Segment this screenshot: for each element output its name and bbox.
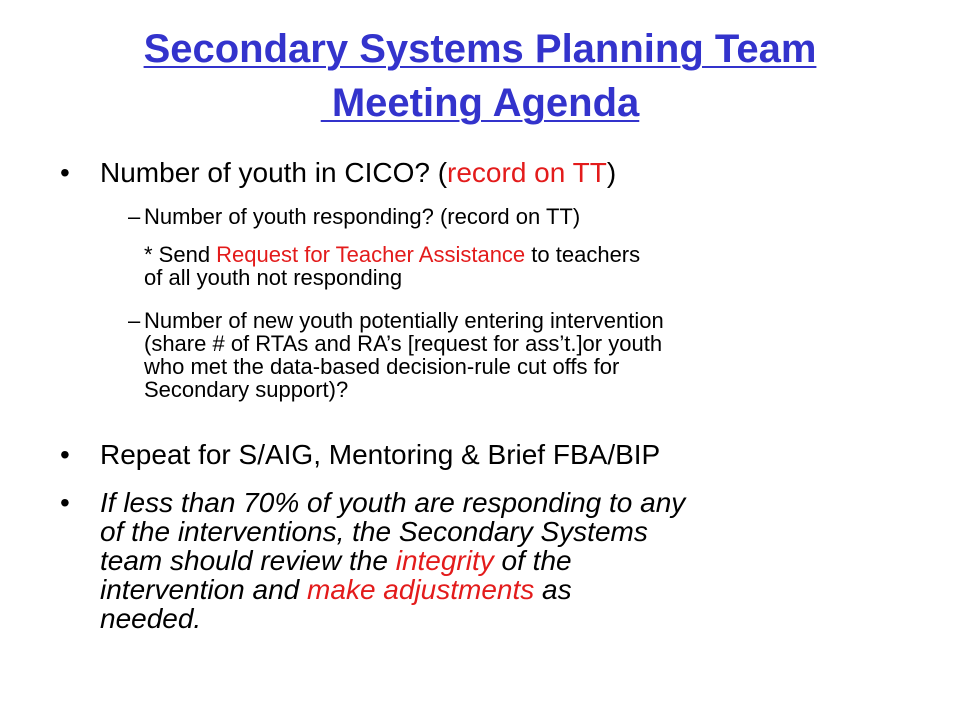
bullet-marker: • <box>60 439 70 470</box>
dash-marker: – <box>128 308 141 333</box>
highlight-text: make adjustments <box>307 574 535 605</box>
text-line <box>100 546 910 575</box>
note-line-2: of all youth not responding <box>144 265 403 290</box>
sub-item-line: (share # of RTAs and RA’s [request for ass’t.]or youth <box>144 331 663 356</box>
title-line-2: Meeting Agenda <box>320 81 640 125</box>
text-segment: team should review the <box>100 545 396 576</box>
bullet-marker: • <box>60 487 70 518</box>
agenda-item-text: Repeat for S/AIG, Mentoring & Brief FBA/BIP <box>100 439 661 470</box>
text-line <box>100 575 910 604</box>
sub-item-line: Number of new youth potentially entering intervention <box>144 308 664 333</box>
bullet-marker: • <box>60 157 70 188</box>
agenda-item-text <box>100 158 910 187</box>
sub-item-line: Secondary support)? <box>144 377 349 402</box>
text-line: If less than 70% of youth are responding to any <box>100 487 686 518</box>
text-segment: * Send <box>144 242 217 267</box>
highlight-text: Request for Teacher Assistance <box>216 242 526 267</box>
sub-item-line: who met the data-based decision-rule cut offs for <box>144 354 620 379</box>
dash-marker: – <box>128 204 141 229</box>
title-line-1: Secondary Systems Planning Team <box>143 27 817 71</box>
text-line: needed. <box>100 603 202 634</box>
note-line-1 <box>144 243 904 266</box>
text-line: of the interventions, the Secondary Systems <box>100 516 648 547</box>
note-text <box>144 243 904 289</box>
highlight-text: integrity <box>395 545 494 576</box>
text-segment: intervention and <box>100 574 308 605</box>
text-segment: to teachers <box>525 242 641 267</box>
highlight-text: record on TT <box>447 157 607 188</box>
sub-item-text: Number of youth responding? (record on TT) <box>144 204 581 229</box>
text-segment: as <box>534 574 572 605</box>
sub-item-text <box>144 309 904 401</box>
text-segment: Number of youth in CICO? ( <box>100 157 448 188</box>
text-segment: of the <box>493 545 572 576</box>
agenda-item-text <box>100 488 910 633</box>
slide-title <box>40 22 920 130</box>
text-segment: ) <box>606 157 617 188</box>
